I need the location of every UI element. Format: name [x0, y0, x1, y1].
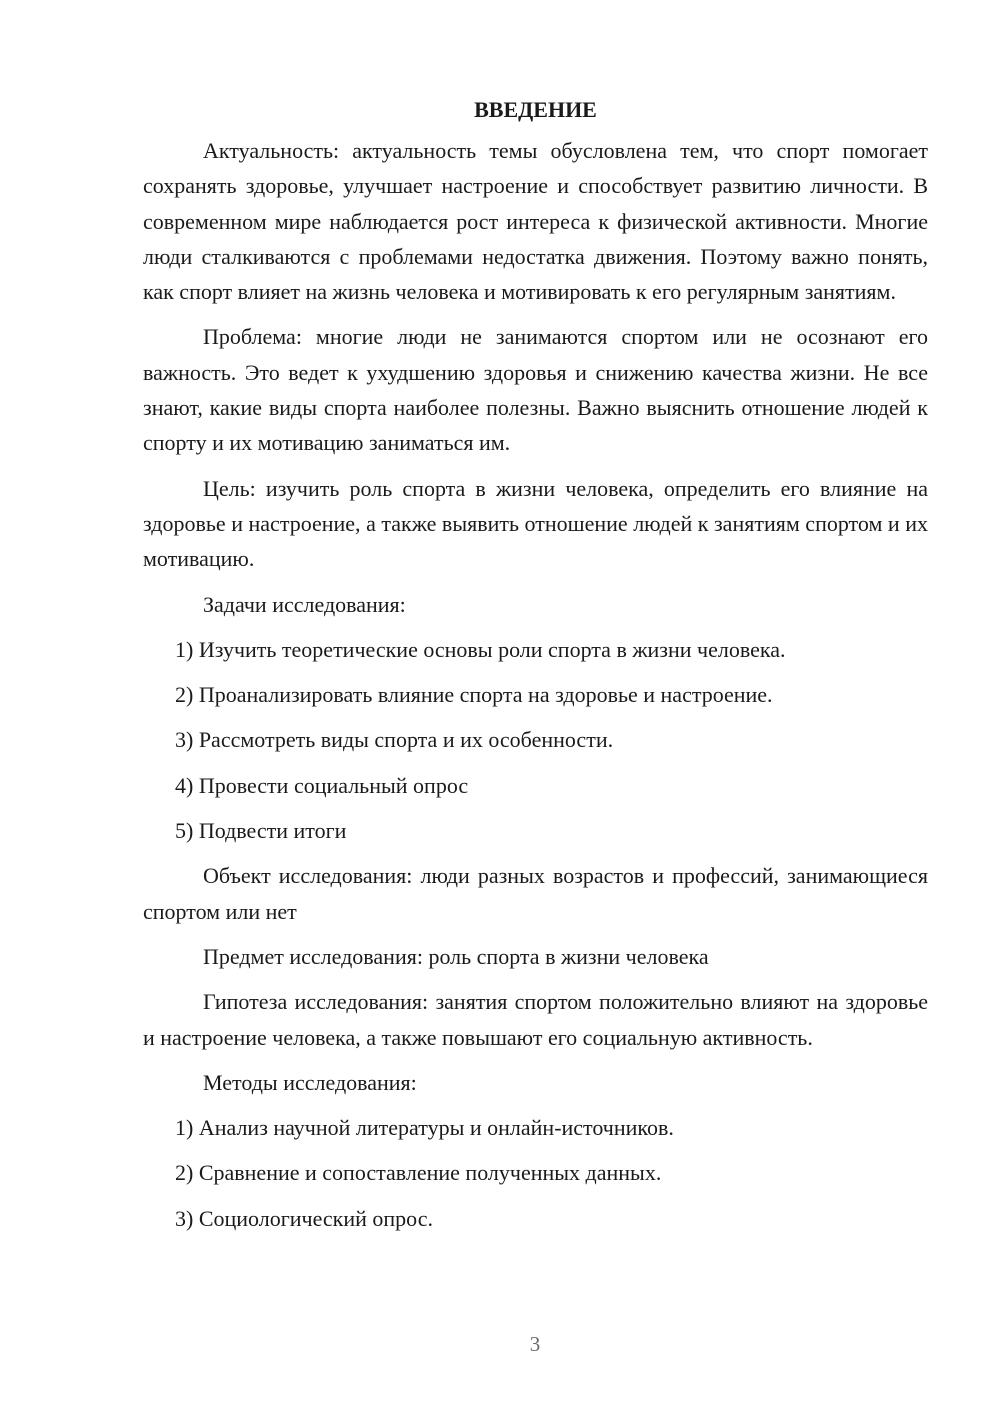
- task-item-5: 5) Подвести итоги: [175, 818, 347, 844]
- object-paragraph: Объект исследования: люди разных возрастов и профессий, занимающиеся спортом или нет: [143, 863, 928, 924]
- methods-heading: Методы исследования:: [203, 1069, 417, 1095]
- tasks-heading: Задачи исследования:: [203, 591, 406, 617]
- hypothesis-paragraph: Гипотеза исследования: занятия спортом положительно влияют на здоровье и настроение человека, а также повышают его социальную активность.: [143, 989, 928, 1050]
- subject-paragraph: Предмет исследования: роль спорта в жизни человека: [203, 943, 709, 969]
- method-item-2: 2) Сравнение и сопоставление полученных данных.: [175, 1160, 662, 1186]
- page-number: 3: [529, 1332, 541, 1356]
- task-item-1: 1) Изучить теоретические основы роли спорта в жизни человека.: [175, 636, 786, 662]
- page-content: [143, 92, 928, 1246]
- task-item-2: 2) Проанализировать влияние спорта на здоровье и настроение.: [175, 682, 773, 708]
- task-item-3: 3) Рассмотреть виды спорта и их особенности.: [175, 727, 614, 753]
- problem-paragraph: Проблема: многие люди не занимаются спортом или не осознают его важность. Это ведет к ухудшению здоровья и снижению качества жизни. Не все знают, какие виды спорта наиболее полезны. Важно выяснить отношение людей к спорту и их мотивацию заниматься им.: [143, 324, 928, 456]
- section-title: ВВЕДЕНИЕ: [474, 97, 597, 122]
- task-item-4: 4) Провести социальный опрос: [175, 772, 469, 798]
- method-item-1: 1) Анализ научной литературы и онлайн-источников.: [175, 1115, 674, 1141]
- goal-paragraph: Цель: изучить роль спорта в жизни человека, определить его влияние на здоровье и настроение, а также выявить отношение людей к занятиям спортом и их мотивацию.: [143, 475, 928, 572]
- relevance-paragraph: Актуальность: актуальность темы обусловлена тем, что спорт помогает сохранять здоровье, улучшает настроение и способствует развитию личности. В современном мире наблюдается рост интереса к физической активности. Многие люди сталкиваются с проблемами недостатка движения. Поэтому важно понять, как спорт влияет на жизнь человека и мотивировать к его регулярным занятиям.: [143, 138, 928, 305]
- method-item-3: 3) Социологический опрос.: [175, 1205, 433, 1231]
